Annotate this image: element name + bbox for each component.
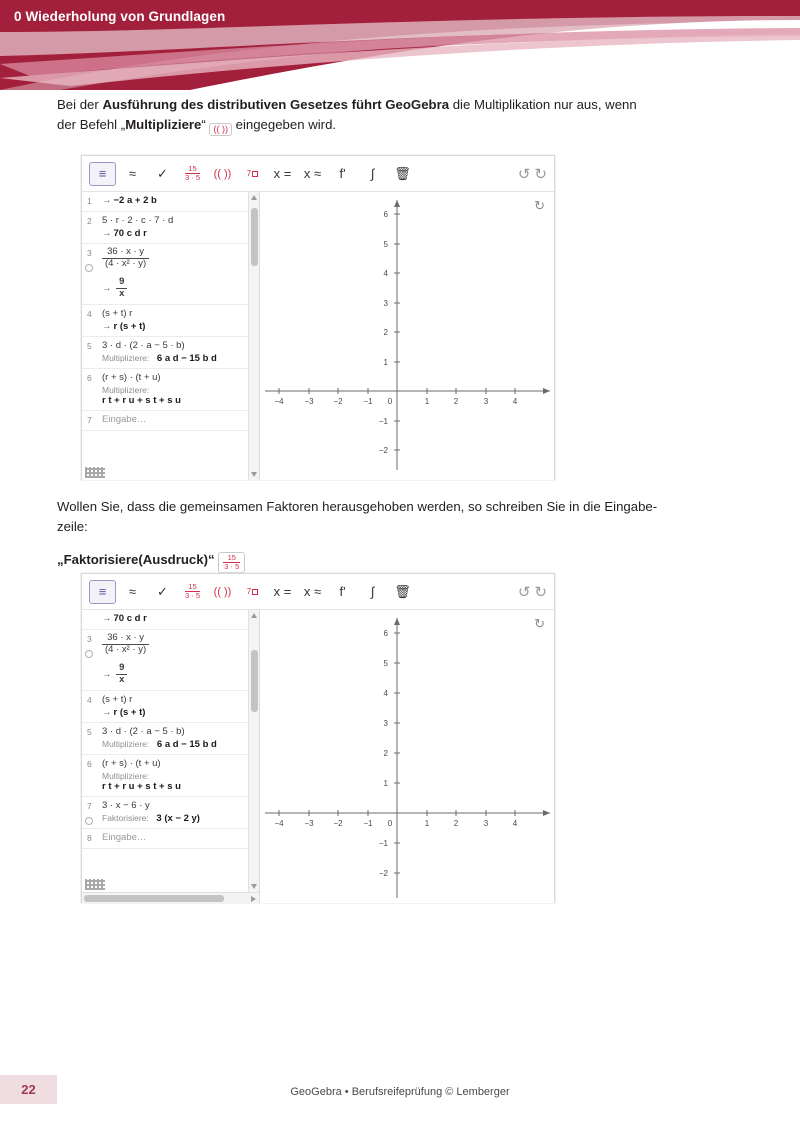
svg-text:5: 5 xyxy=(383,240,388,249)
row-output: 6 a d − 15 b d xyxy=(156,352,217,364)
svg-text:6: 6 xyxy=(383,629,388,638)
row-number: 4 xyxy=(87,308,92,319)
svg-text:−4: −4 xyxy=(274,819,284,828)
svg-text:−1: −1 xyxy=(363,397,373,406)
integral-icon[interactable]: ∫ xyxy=(370,166,375,181)
parentheses-icon[interactable]: (( )) xyxy=(213,585,232,598)
row-output: 70 c d r xyxy=(113,613,147,624)
exponent-icon-value: 7 xyxy=(246,587,252,596)
algebra-vertical-scrollbar[interactable] xyxy=(248,610,259,892)
exponent-icon-value: 7 xyxy=(246,169,252,178)
svg-text:−1: −1 xyxy=(363,819,373,828)
svg-text:0: 0 xyxy=(387,819,393,828)
visibility-toggle-circle[interactable] xyxy=(85,817,93,825)
row-number: 6 xyxy=(87,758,92,769)
svg-text:1: 1 xyxy=(424,397,430,406)
svg-text:6: 6 xyxy=(383,210,388,219)
equals-menu-icon[interactable]: ≡ xyxy=(89,162,116,186)
row-number: 1 xyxy=(87,196,92,206)
algebra-horizontal-scrollbar[interactable] xyxy=(82,892,259,903)
svg-text:2: 2 xyxy=(383,328,388,337)
fraction-icon xyxy=(218,552,245,573)
visibility-toggle-circle[interactable] xyxy=(85,650,93,658)
input-placeholder: Eingabe… xyxy=(102,831,147,843)
svg-text:3: 3 xyxy=(483,397,489,406)
fraction-icon[interactable] xyxy=(179,580,206,604)
fraction-icon-denominator: 3 · 5 xyxy=(184,173,200,182)
keyboard-icon[interactable] xyxy=(85,467,105,478)
row-expression: (r + s) · (t + u) xyxy=(102,757,161,769)
algebra-vertical-scrollbar[interactable] xyxy=(248,192,259,480)
page-number: 22 xyxy=(21,1082,36,1097)
row-label: Multipliziere: xyxy=(102,770,150,781)
undo-icon[interactable]: ↺ xyxy=(517,583,531,601)
svg-text:−2: −2 xyxy=(378,869,388,878)
svg-text:4: 4 xyxy=(383,689,388,698)
svg-text:−1: −1 xyxy=(378,417,388,426)
graphics-view-1[interactable] xyxy=(260,192,554,480)
geogebra-app-1[interactable] xyxy=(81,155,555,480)
exponent-icon[interactable] xyxy=(239,162,266,186)
solve-exact-icon[interactable]: x = xyxy=(273,584,292,599)
algebra-row[interactable] xyxy=(82,797,259,829)
svg-text:3: 3 xyxy=(383,719,388,728)
footer-text: GeoGebra • Berufsreifeprüfung © Lemberger xyxy=(290,1086,510,1098)
svg-text:2: 2 xyxy=(453,397,459,406)
row-label: Faktorisiere: xyxy=(102,812,149,823)
scrollbar-thumb[interactable] xyxy=(84,895,224,902)
toolbar-2[interactable] xyxy=(82,574,554,610)
page-header-banner xyxy=(0,0,800,90)
svg-text:1: 1 xyxy=(383,779,388,788)
redo-icon[interactable]: ↻ xyxy=(534,165,547,183)
svg-text:−2: −2 xyxy=(333,397,343,406)
row-output-denominator: x xyxy=(119,287,125,299)
svg-text:−3: −3 xyxy=(304,397,314,406)
algebra-view-1[interactable] xyxy=(82,192,260,480)
row-expression: (s + t) r xyxy=(102,693,133,705)
para1-part-g: eingegeben wird. xyxy=(231,117,337,133)
approx-icon[interactable]: ≈ xyxy=(128,584,137,599)
toolbar-1[interactable] xyxy=(82,156,554,192)
row-number: 5 xyxy=(87,340,92,351)
scrollbar-thumb[interactable] xyxy=(251,650,258,712)
geogebra-app-2[interactable] xyxy=(81,573,555,903)
approx-icon[interactable]: ≈ xyxy=(128,166,137,181)
row-number: 6 xyxy=(87,372,92,383)
solve-exact-icon[interactable]: x = xyxy=(273,166,292,181)
para1-bold-2: Multipliziere xyxy=(125,117,202,133)
algebra-row[interactable]: 1 → −2 a + 2 b xyxy=(82,192,259,212)
algebra-row[interactable] xyxy=(82,337,259,369)
paragraph-1 xyxy=(57,95,747,136)
algebra-row[interactable] xyxy=(82,369,259,411)
row-number: 7 xyxy=(87,800,92,811)
row-number: 3 xyxy=(87,634,92,644)
svg-text:−3: −3 xyxy=(304,819,314,828)
row-number: 2 xyxy=(87,216,92,226)
scrollbar-thumb[interactable] xyxy=(251,208,258,266)
page-title: 0 Wiederholung von Grundlagen xyxy=(14,9,226,24)
row-number: 5 xyxy=(87,726,92,737)
svg-text:3: 3 xyxy=(483,819,489,828)
row-output: r t + r u + s t + s u xyxy=(102,394,181,406)
row-label: Multipliziere: xyxy=(102,384,150,395)
fraction-icon[interactable] xyxy=(179,162,206,186)
fraction-icon-numerator: 15 xyxy=(185,165,200,174)
para1-part-a: Bei der xyxy=(57,97,103,112)
fraction-icon-numerator: 15 xyxy=(185,583,200,592)
row-number: 8 xyxy=(87,832,92,843)
algebra-input-row[interactable] xyxy=(82,829,259,849)
algebra-row[interactable]: 3 $\frac{36 \cdot x \cdot y}{\text{(4 · x² · y)}}$ → $\frac{9}{x}$ xyxy=(82,244,259,305)
para1-part-c: die Multiplikation nur aus, wenn xyxy=(449,97,637,112)
refresh-icon[interactable]: ↻ xyxy=(534,616,545,631)
algebra-row[interactable]: → 70 c d r xyxy=(82,610,259,630)
parentheses-icon: (( )) xyxy=(209,123,232,136)
svg-text:−4: −4 xyxy=(274,397,284,406)
svg-text:−1: −1 xyxy=(378,839,388,848)
row-label: Multipliziere: xyxy=(102,738,150,749)
row-expression-numerator: 36 · x · y xyxy=(102,633,149,645)
para1-part-f: “ xyxy=(201,117,210,133)
svg-text:−2: −2 xyxy=(333,819,343,828)
scroll-up-icon[interactable] xyxy=(251,195,257,200)
svg-text:4: 4 xyxy=(512,397,518,406)
check-icon[interactable]: ✓ xyxy=(157,165,168,181)
exponent-icon[interactable] xyxy=(239,580,266,604)
paragraph-2-block xyxy=(57,497,757,579)
algebra-view-2[interactable] xyxy=(82,610,260,903)
row-expression: 3 · d · (2 · a − 5 · b) xyxy=(102,725,185,737)
svg-text:5: 5 xyxy=(383,659,388,668)
row-output: 3 (x − 2 y) xyxy=(156,812,200,824)
row-output: r (s + t) xyxy=(113,320,146,332)
scroll-right-icon[interactable] xyxy=(251,896,256,902)
delete-icon[interactable]: 🗑 xyxy=(394,583,411,599)
derivative-icon[interactable]: f' xyxy=(339,166,346,181)
delete-icon[interactable]: 🗑 xyxy=(394,165,411,181)
svg-text:−2: −2 xyxy=(378,446,388,455)
row-expression-denominator: (4 · x² · y) xyxy=(105,257,147,269)
algebra-input-row[interactable] xyxy=(82,411,259,431)
faktorisiere-command: „Faktorisiere(Ausdruck)“ xyxy=(57,551,215,567)
algebra-row[interactable]: 4 (s + t) r → r (s + t) xyxy=(82,691,259,723)
graphics-view-2[interactable] xyxy=(260,610,554,903)
check-icon[interactable]: ✓ xyxy=(157,583,168,599)
refresh-icon[interactable]: ↻ xyxy=(534,198,545,213)
document-content xyxy=(57,95,747,142)
integral-icon[interactable]: ∫ xyxy=(370,584,375,599)
svg-text:3: 3 xyxy=(383,299,388,308)
fraction-icon-denominator: 3 · 5 xyxy=(184,591,200,600)
row-expression: (s + t) r xyxy=(102,307,133,319)
para1-bold-1: Ausführung des distributiven Gesetzes führt GeoGebra xyxy=(102,97,450,112)
row-number: 7 xyxy=(87,414,92,425)
input-placeholder: Eingabe… xyxy=(102,413,147,425)
algebra-row[interactable]: 3 $\frac{36 \cdot x \cdot y}{\text{(4 · x² · y)}}$ → $\frac{9}{x}$ xyxy=(82,630,259,691)
derivative-icon[interactable]: f' xyxy=(339,584,346,599)
keyboard-icon[interactable] xyxy=(85,879,105,890)
row-output-numerator: 9 xyxy=(116,277,127,289)
svg-text:0: 0 xyxy=(387,397,393,406)
algebra-row[interactable]: 2 5 · r · 2 · c · 7 · d → 70 c d r xyxy=(82,212,259,244)
svg-text:4: 4 xyxy=(383,269,388,278)
row-expression-numerator: 36 · x · y xyxy=(102,247,149,259)
row-output: 6 a d − 15 b d xyxy=(156,738,217,750)
undo-icon[interactable]: ↺ xyxy=(517,165,531,183)
row-output: r (s + t) xyxy=(113,706,146,718)
algebra-row[interactable]: 4 (s + t) r → r (s + t) xyxy=(82,305,259,337)
row-output: −2 a + 2 b xyxy=(113,195,157,206)
row-expression: 3 · d · (2 · a − 5 · b) xyxy=(102,339,185,351)
equals-menu-icon[interactable]: ≡ xyxy=(89,580,116,604)
para1-part-d: der Befehl „ xyxy=(57,117,126,133)
row-expression: 5 · r · 2 · c · 7 · d xyxy=(102,215,174,226)
svg-text:4: 4 xyxy=(512,819,518,828)
svg-text:2: 2 xyxy=(383,749,388,758)
solve-numeric-icon[interactable]: x ≈ xyxy=(303,584,322,599)
scroll-down-icon[interactable] xyxy=(251,884,257,889)
row-expression: (r + s) · (t + u) xyxy=(102,371,161,383)
scroll-up-icon[interactable] xyxy=(251,613,257,618)
redo-icon[interactable]: ↻ xyxy=(534,583,547,601)
solve-numeric-icon[interactable]: x ≈ xyxy=(303,166,322,181)
svg-text:1: 1 xyxy=(383,358,388,367)
para2-line-2: zeile: xyxy=(57,519,88,535)
svg-text:2: 2 xyxy=(453,819,459,828)
algebra-row[interactable] xyxy=(82,723,259,755)
svg-text:1: 1 xyxy=(424,819,430,828)
para2-line-1: Wollen Sie, dass die gemeinsamen Faktoren herausgehoben werden, so schreiben Sie in die Eingabe- xyxy=(57,499,658,514)
row-label: Multipliziere: xyxy=(102,352,150,363)
parentheses-icon[interactable]: (( )) xyxy=(213,167,232,180)
row-output: r t + r u + s t + s u xyxy=(102,780,181,792)
fraction-icon-denominator: 3 · 5 xyxy=(224,561,240,571)
paragraph-2 xyxy=(57,497,757,538)
row-expression-denominator: (4 · x² · y) xyxy=(105,643,147,655)
fraction-icon-numerator: 15 xyxy=(223,554,240,563)
row-output: 70 c d r xyxy=(113,228,147,239)
scroll-down-icon[interactable] xyxy=(251,472,257,477)
row-output-denominator: x xyxy=(119,673,125,685)
visibility-toggle-circle[interactable] xyxy=(85,264,93,272)
row-output-numerator: 9 xyxy=(116,663,127,675)
algebra-row[interactable] xyxy=(82,755,259,797)
row-number: 4 xyxy=(87,694,92,705)
row-number: 3 xyxy=(87,248,92,258)
row-expression: 3 · x − 6 · y xyxy=(102,799,150,811)
paragraph-3 xyxy=(57,550,757,573)
